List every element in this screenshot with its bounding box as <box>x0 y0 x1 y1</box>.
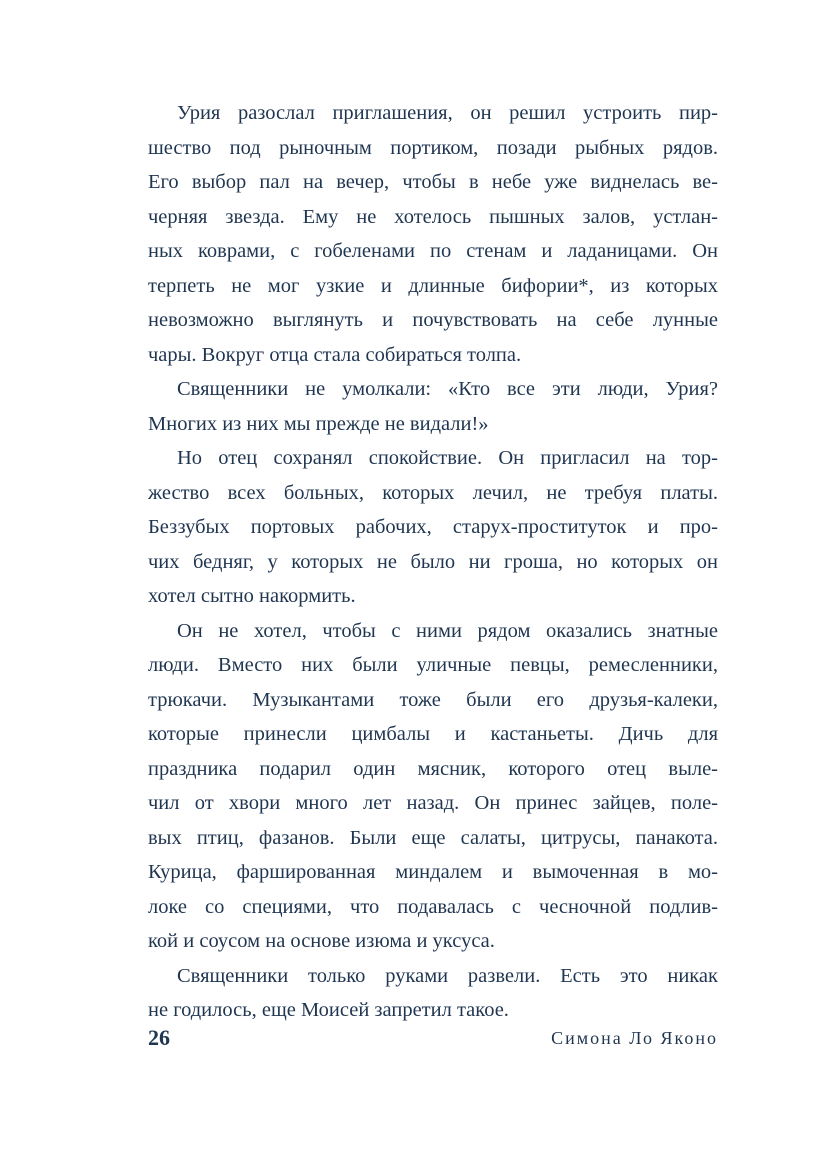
text-line: терпеть не мог узкие и длинные бифории*, из которых <box>148 274 718 297</box>
text-line: Он не хотел, чтобы с ними рядом оказались знатные <box>177 619 718 642</box>
text-line: локе со специями, что подавалась с чесночной подлив- <box>148 895 718 918</box>
paragraph-1 <box>148 96 718 372</box>
text-line: чил от хвори много лет назад. Он принес зайцев, поле- <box>148 792 718 814</box>
text-line: кой и соусом на основе изюма и уксуса. <box>148 930 495 952</box>
text-line: Но отец сохранял спокойствие. Он пригласил на тор- <box>177 447 718 469</box>
text-line: ных коврами, с гобеленами по стенам и ладаницами. Он <box>148 240 718 262</box>
text-line: невозможно выглянуть и почувствовать на себе лунные <box>148 309 718 331</box>
text-line: трюкачи. Музыкантами тоже были его друзья-калеки, <box>148 688 718 711</box>
paragraph-2 <box>148 372 718 441</box>
paragraph-4 <box>148 614 718 959</box>
text-line: Многих из них мы прежде не видали!» <box>148 412 489 435</box>
text-line: хотел сытно накормить. <box>148 585 356 607</box>
text-line: чих бедняг, у которых не было ни гроша, но которых он <box>148 550 718 573</box>
text-line: вых птиц, фазанов. Были еще салаты, цитрусы, панакота. <box>148 826 718 849</box>
running-head-author: Симона Ло Яконо <box>551 1028 718 1048</box>
text-line: шество под рыночным портиком, позади рыбных рядов. <box>148 136 718 159</box>
text-line: не годилось, еще Моисей запретил такое. <box>148 999 509 1021</box>
body-text <box>148 96 718 1028</box>
text-line: жество всех больных, которых лечил, не требуя платы. <box>148 481 718 504</box>
text-line: Курица, фаршированная миндалем и вымоченная в мо- <box>148 861 718 883</box>
text-line: Священники не умолкали: «Кто все эти люди, Урия? <box>177 378 718 400</box>
text-line: Урия разослал приглашения, он решил устроить пир- <box>177 102 718 124</box>
text-line: Беззубых портовых рабочих, старух-проституток и про- <box>148 516 718 538</box>
page-number: 26 <box>148 1025 170 1050</box>
text-line: которые принесли цимбалы и кастаньеты. Дичь для <box>148 723 718 745</box>
text-line: праздника подарил один мясник, которого отец выле- <box>148 757 718 780</box>
text-line: Священники только руками развели. Есть это никак <box>177 964 718 987</box>
text-line: чары. Вокруг отца стала собираться толпа. <box>148 343 522 366</box>
text-line: черняя звезда. Ему не хотелось пышных залов, устлан- <box>148 205 718 228</box>
text-line: люди. Вместо них были уличные певцы, ремесленники, <box>148 654 718 676</box>
page-footer <box>148 1021 718 1055</box>
paragraph-3 <box>148 441 718 614</box>
paragraph-5 <box>148 959 718 1028</box>
text-line: Его выбор пал на вечер, чтобы в небе уже виднелась ве- <box>148 171 718 193</box>
